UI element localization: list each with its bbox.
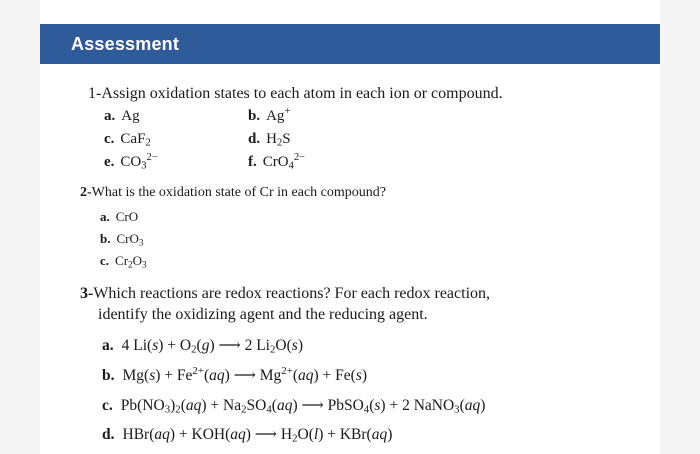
question-2 [80,185,386,201]
q3-item-d-label: d. [102,426,115,443]
header-title: Assessment [71,34,180,54]
q1-item-c-formula: CaF$_2$ [120,131,151,149]
question-3 [80,285,640,324]
q1-item-f [248,154,305,171]
question-2-text: What is the oxidation state of Cr in each compound? [91,185,386,200]
q2-item-a-label: a. [100,209,110,224]
question-3-text-line1: Which reactions are redox reactions? For each redox reaction, [93,285,491,302]
q2-item-c-formula: $Cr_2O_3$ [115,253,147,270]
q1-item-d [248,131,291,148]
question-1 [88,85,503,103]
q3-item-b-label: b. [102,367,115,384]
q3-item-c-label: c. [102,397,113,414]
q3-item-a-equation: 4 $Li(s) + O_2(g)$ ⟶ 2 $Li_2O(s)$ [121,337,303,356]
q3-item-b [102,366,367,385]
q1-item-c [104,131,151,148]
q3-item-a-label: a. [102,337,114,354]
q1-item-a [104,108,140,125]
question-3-number: 3- [80,285,94,302]
q1-item-d-formula: $H_2S$ [266,131,291,149]
q2-item-b [100,231,143,247]
q1-item-b-formula: Ag+ [266,106,291,124]
q2-item-a-formula: CrO [115,209,139,224]
q2-item-b-formula: CrO$_3$ [116,231,144,248]
q1-item-d-label: d. [248,131,261,147]
q3-item-d-equation: HBr(aq) + KOH(aq) ⟶ $H_2O(l) + KBr(aq)$ [122,426,393,445]
question-3-text-line2: identify the oxidizing agent and the reducing agent. [98,306,428,323]
question-1-number: 1- [88,85,102,102]
assessment-header [40,24,660,64]
question-1-text: Assign oxidation states to each atom in each ion or compound. [101,85,503,102]
q3-item-d [102,425,392,444]
q2-item-b-label: b. [100,231,111,246]
q2-item-c-label: c. [100,253,110,268]
q1-item-b [248,108,290,125]
q1-item-e-label: e. [104,154,115,170]
q1-item-f-label: f. [248,154,257,170]
q1-item-c-label: c. [104,131,115,147]
q3-item-a [102,336,303,355]
q3-item-b-equation: $Mg(s) + Fe^{2+}(aq)$ ⟶ $Mg^{2+}(aq) + Fe(s)$ [122,365,368,384]
q1-item-e-formula: $CO_3^{2-}$ [120,152,158,172]
q1-item-e [104,154,158,171]
q1-item-a-formula: Ag [121,108,140,124]
q1-item-a-label: a. [104,108,116,124]
q1-item-f-formula: CrO$_4^{2-}$ [262,152,306,172]
q3-item-c [102,396,485,415]
q1-item-b-label: b. [248,108,261,124]
question-2-number: 2- [80,185,92,200]
q2-item-a [100,209,138,225]
assessment-card [40,0,660,454]
q3-item-c-equation: $Pb(NO_3)_2(aq) + Na_2SO_4(aq)$ ⟶ PbSO$_4$(s) + 2 NaNO$_3$(aq) [120,397,486,416]
q2-item-c [100,253,147,269]
